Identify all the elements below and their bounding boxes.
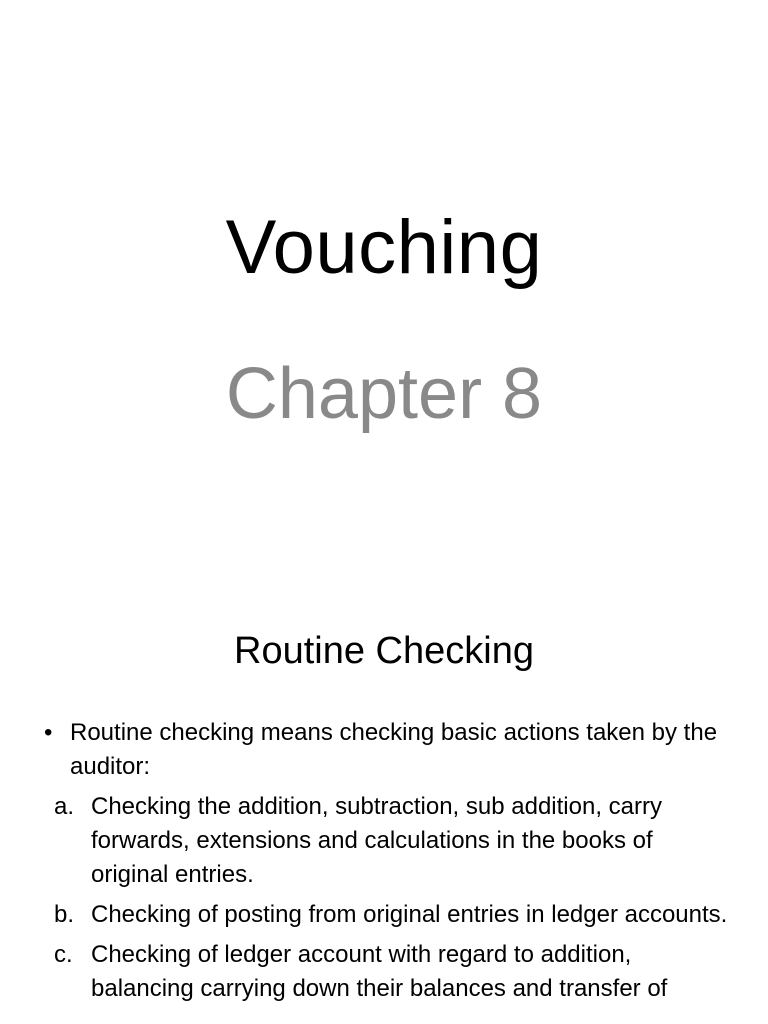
list-item-text: Checking the addition, subtraction, sub addition, carry forwards, extensions and calculations in the books of original entries. <box>91 793 662 888</box>
list-item <box>0 898 768 932</box>
bullet-point <box>0 716 768 784</box>
slide-title: Vouching <box>225 205 543 290</box>
content-slide <box>0 576 768 1024</box>
content-slide-title: Routine Checking <box>234 630 534 672</box>
bullet-text: Routine checking means checking basic actions taken by the auditor: <box>70 719 718 780</box>
list-marker: a. <box>54 793 75 820</box>
slide-subtitle: Chapter 8 <box>225 354 543 434</box>
bullet-icon: • <box>44 719 53 746</box>
list-marker: b. <box>54 901 75 928</box>
list-item-text: Checking of posting from original entries in ledger accounts. <box>91 901 728 928</box>
list-item <box>0 790 768 892</box>
list-item-text: Checking of ledger account with regard to addition, balancing carrying down their balances and transfer of <box>91 941 668 1002</box>
list-item <box>0 938 768 1006</box>
list-marker: c. <box>54 941 73 968</box>
content-body <box>0 716 768 1006</box>
